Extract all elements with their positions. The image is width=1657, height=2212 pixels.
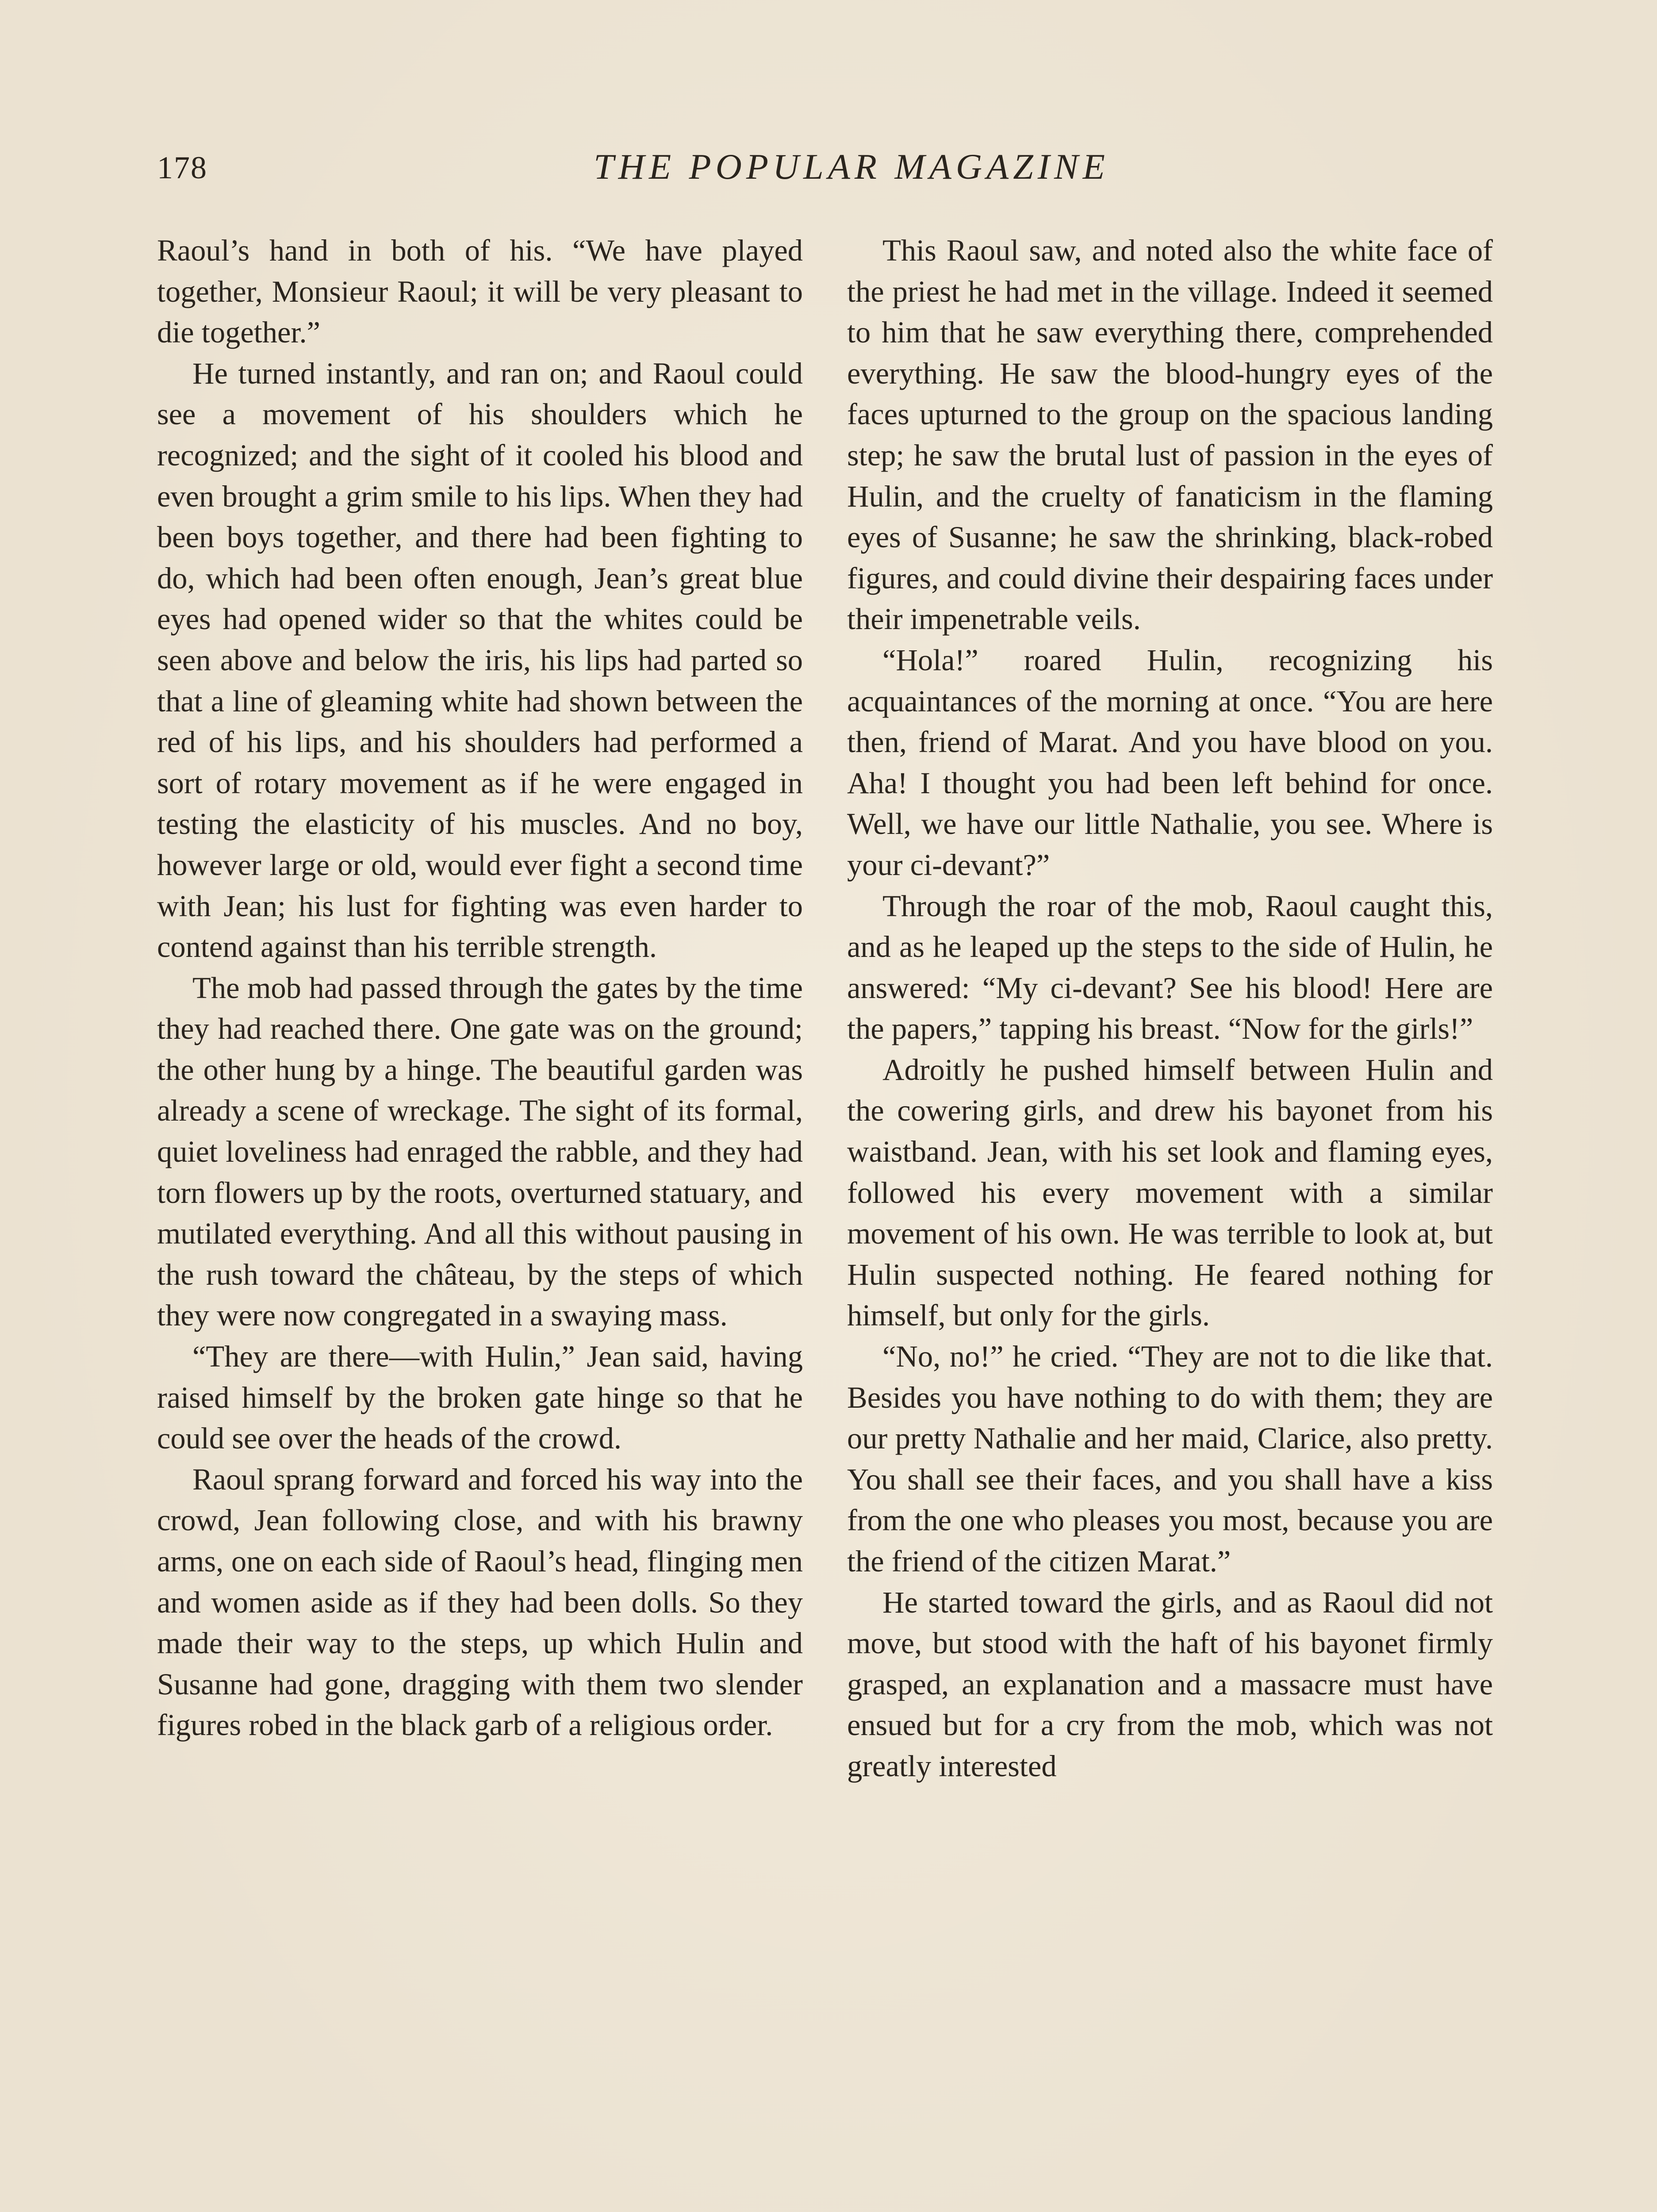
paragraph: “They are there—with Hulin,” Jean said, having raised himself by the broken gate hinge so that he could see over the heads of the crowd. xyxy=(157,1340,803,1455)
right-column xyxy=(847,230,1493,1787)
paragraph: He turned instantly, and ran on; and Raoul could see a movement of his shoulders which he recognized; and the sight of it cooled his blood and even brought a grim smile to his lips. When they had been boys together, and there had been fighting to do, which had been often enough, Jean’s great blue eyes had opened wider so that the whites could be seen above and below the iris, his lips had parted so that a line of gleaming white had shown between the red of his lips, and his shoulders had performed a sort of rotary movement as if he were engaged in testing the elasticity of his muscles. And no boy, however large or old, would ever fight a second time with Jean; his lust for fighting was even harder to contend against than his terrible strength. xyxy=(157,356,803,964)
paragraph: Through the roar of the mob, Raoul caught this, and as he leaped up the steps to the side of Hulin, he answered: “My ci-devant? See his blood! Here are the papers,” tapping his breast. “Now for the girls!” xyxy=(847,889,1493,1046)
running-head: THE POPULAR MAGAZINE xyxy=(594,146,1109,187)
paragraph: Raoul’s hand in both of his. “We have played together, Monsieur Raoul; it will be very pleasant to die together.” xyxy=(157,234,803,349)
page-number: 178 xyxy=(157,150,207,185)
paragraph: “Hola!” roared Hulin, recognizing his acquaintances of the morning at once. “You are here then, friend of Marat. And you have blood on you. Aha! I thought you had been left behind for once. Well, we have our little Nathalie, you see. Where is your ci-devant?” xyxy=(847,643,1493,882)
paragraph: “No, no!” he cried. “They are not to die like that. Besides you have nothing to do with them; they are our pretty Nathalie and her maid, Clarice, also pretty. You shall see their faces, and you shall have a kiss from the one who pleases you most, because you are the friend of the citizen Marat.” xyxy=(847,1340,1493,1578)
paragraph: This Raoul saw, and noted also the white face of the priest he had met in the village. Indeed it seemed to him that he saw everything there, comprehended everything. He saw the blood-hungry eyes of the faces upturned to the group on the spacious landing step; he saw the brutal lust of passion in the eyes of Hulin, and the cruelty of fanaticism in the flaming eyes of Susanne; he saw the shrinking, black-robed figures, and could divine their despairing faces under their impenetrable veils. xyxy=(847,234,1493,636)
paragraph: The mob had passed through the gates by the time they had reached there. One gate was on the ground; the other hung by a hinge. The beautiful garden was already a scene of wreckage. The sight of its formal, quiet loveliness had enraged the rabble, and they had torn flowers up by the roots, overturned statuary, and mutilated everything. And all this without pausing in the rush toward the château, by the steps of which they were now congregated in a swaying mass. xyxy=(157,971,803,1333)
page-header xyxy=(157,146,1502,204)
paragraph: Raoul sprang forward and forced his way into the crowd, Jean following close, and with his brawny arms, one on each side of Raoul’s head, flinging men and women aside as if they had been dolls. So they made their way to the steps, up which Hulin and Susanne had gone, dragging with them two slender figures robed in the black garb of a religious order. xyxy=(157,1462,803,1742)
paragraph: Adroitly he pushed himself between Hulin and the cowering girls, and drew his bayonet from his waistband. Jean, with his set look and flaming eyes, followed his every movement with a similar movement of his own. He was terrible to look at, but Hulin suspected nothing. He feared nothing for himself, but only for the girls. xyxy=(847,1052,1493,1333)
paragraph: He started toward the girls, and as Raoul did not move, but stood with the haft of his bayonet firmly grasped, an explanation and a massacre must have ensued but for a cry from the mob, which was not greatly interested xyxy=(847,1585,1493,1783)
left-column xyxy=(157,230,803,1746)
